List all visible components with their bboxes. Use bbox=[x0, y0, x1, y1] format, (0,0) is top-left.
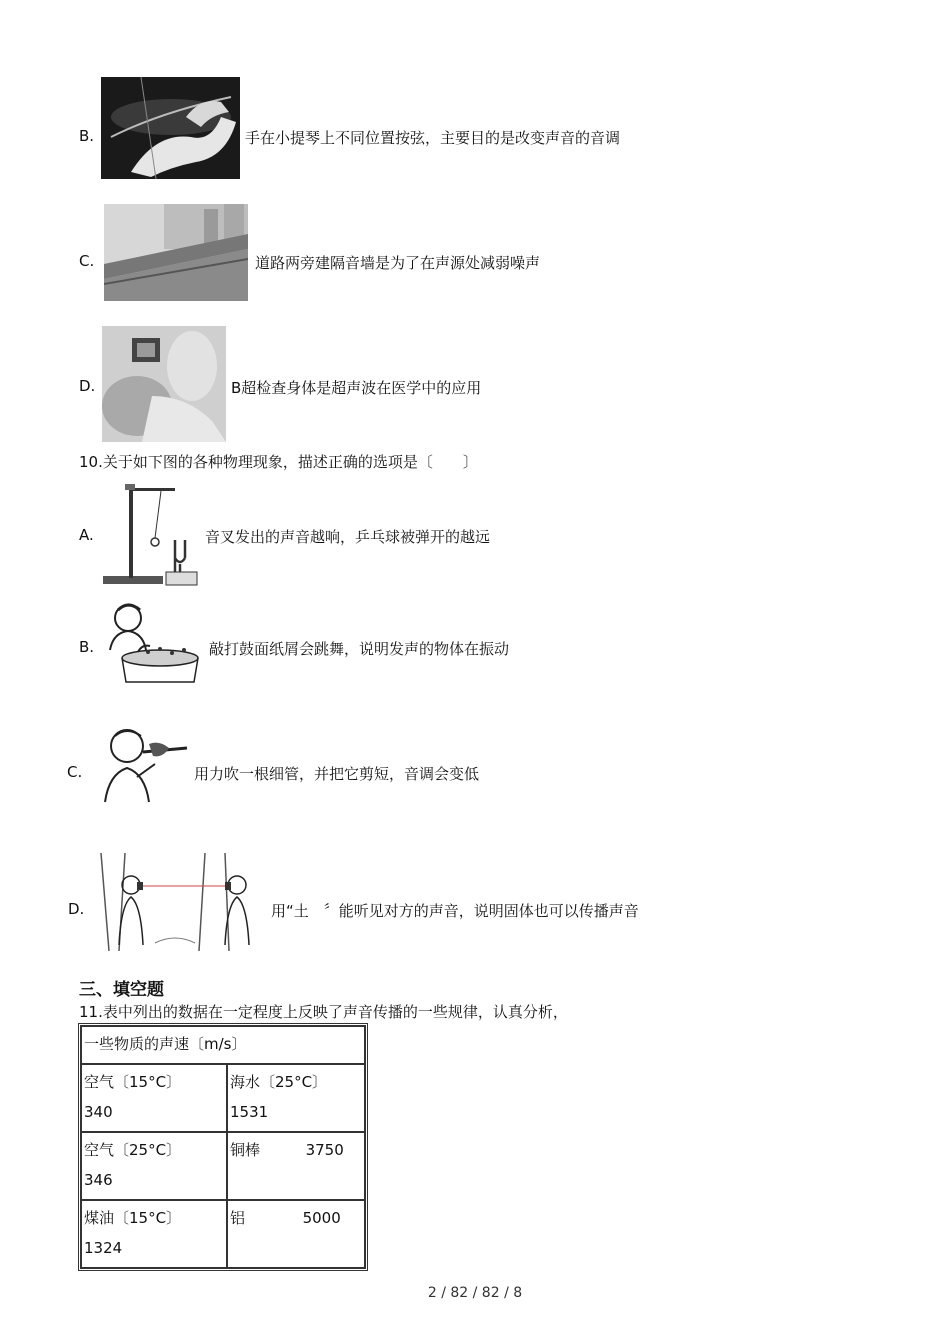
table-cell bbox=[227, 1064, 365, 1132]
question-10-stem: 10.关于如下图的各种物理现象，描述正确的选项是〔 〕 bbox=[79, 453, 478, 471]
drum-paper-scraps-drawing bbox=[98, 600, 202, 688]
sound-speed-table bbox=[78, 1023, 368, 1271]
page-number: 2 / 82 / 82 / 8 bbox=[427, 1285, 523, 1301]
question-11-stem: 11.表中列出的数据在一定程度上反映了声音传播的一些规律，认真分析， bbox=[79, 1003, 568, 1021]
string-telephone-drawing bbox=[95, 853, 261, 951]
table-header: 一些物质的声速〔m/s〕 bbox=[81, 1026, 365, 1064]
option-text: 敲打鼓面纸屑会跳舞，说明发声的物体在振动 bbox=[209, 640, 510, 658]
sound-barrier-wall-photo bbox=[104, 204, 248, 301]
option-letter: A. bbox=[79, 526, 94, 544]
table-row bbox=[81, 1200, 365, 1268]
table-cell bbox=[81, 1200, 227, 1268]
substance-name: 空气〔25°C〕 bbox=[84, 1141, 182, 1159]
option-text: 手在小提琴上不同位置按弦，主要目的是改变声音的音调 bbox=[245, 129, 621, 147]
substance-name: 铝 bbox=[230, 1209, 246, 1227]
substance-name: 煤油〔15°C〕 bbox=[84, 1209, 182, 1227]
section-title: 三、填空题 bbox=[79, 980, 164, 1000]
substance-name: 海水〔25°C〕 bbox=[230, 1073, 328, 1091]
tuning-fork-pingpong-diagram bbox=[103, 480, 199, 587]
blowing-straw-drawing bbox=[97, 722, 193, 810]
option-text: B超检查身体是超声波在医学中的应用 bbox=[231, 379, 482, 397]
option-text: 用力吹一根细管，并把它剪短，音调会变低 bbox=[194, 765, 480, 783]
table-cell bbox=[227, 1200, 365, 1268]
speed-value: 1324 bbox=[84, 1239, 123, 1257]
option-letter: B. bbox=[79, 638, 95, 656]
speed-value: 340 bbox=[84, 1103, 113, 1121]
table-cell bbox=[227, 1132, 365, 1200]
option-text: 音叉发出的声音越响，乒乓球被弹开的越远 bbox=[205, 528, 491, 546]
option-text: 道路两旁建隔音墙是为了在声源处减弱噪声 bbox=[255, 254, 541, 272]
table-header-row bbox=[81, 1026, 365, 1064]
option-text: 用“土 〞能听见对方的声音，说明固体也可以传播声音 bbox=[271, 902, 639, 920]
ultrasound-exam-photo bbox=[102, 326, 226, 442]
speed-value: 346 bbox=[84, 1171, 113, 1189]
substance-name: 铜棒 bbox=[230, 1141, 261, 1159]
table-row bbox=[81, 1064, 365, 1132]
option-letter: C. bbox=[79, 252, 95, 270]
option-letter: D. bbox=[79, 377, 96, 395]
speed-value: 5000 bbox=[302, 1209, 341, 1227]
option-letter: D. bbox=[68, 900, 85, 918]
option-letter: C. bbox=[67, 763, 83, 781]
option-letter: B. bbox=[79, 127, 95, 145]
substance-name: 空气〔15°C〕 bbox=[84, 1073, 182, 1091]
violin-hand-photo bbox=[101, 77, 240, 179]
table-cell bbox=[81, 1064, 227, 1132]
speed-value: 1531 bbox=[230, 1103, 269, 1121]
table-cell bbox=[81, 1132, 227, 1200]
speed-value: 3750 bbox=[305, 1141, 344, 1159]
table-row bbox=[81, 1132, 365, 1200]
